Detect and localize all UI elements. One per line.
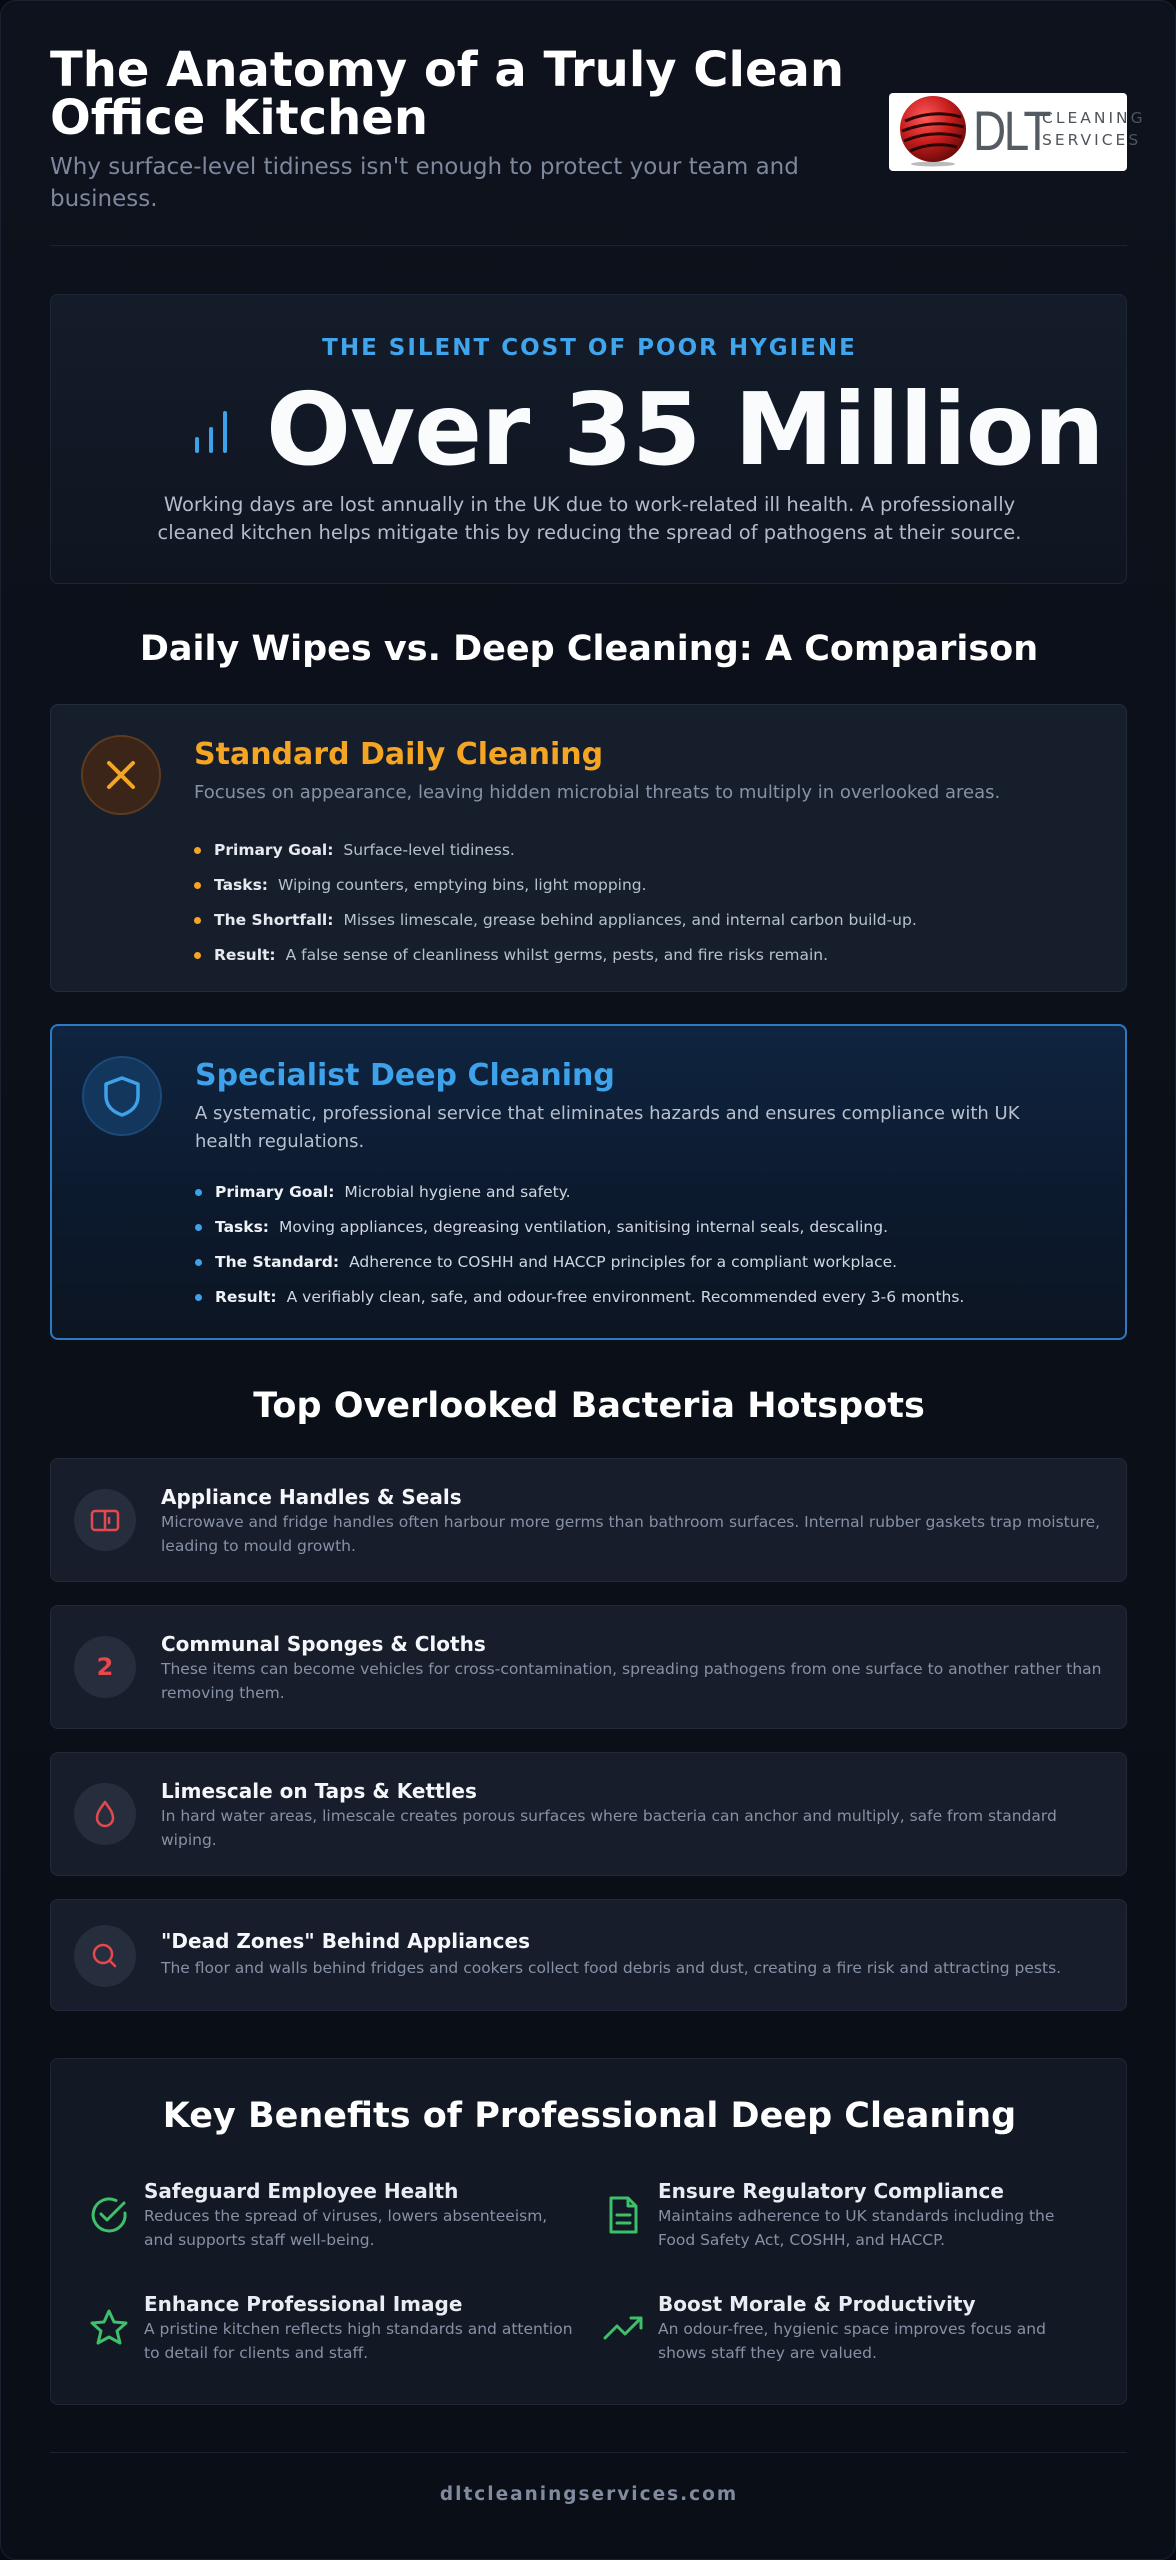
benefit-description: An odour-free, hygienic space improves focus and shows staff they are valued.: [658, 2320, 1046, 2362]
droplet-icon-badge: [74, 1783, 136, 1845]
benefit-title: Enhance Professional Image: [144, 2292, 463, 2316]
shield-icon-badge: [82, 1056, 162, 1136]
appliance-icon-badge: [74, 1489, 136, 1551]
benefit-description: Reduces the spread of viruses, lowers absenteeism, and supports staff well-being.: [144, 2207, 548, 2249]
logo-line-2: SERVICES: [1042, 131, 1142, 149]
number-two-icon-badge: [74, 1636, 136, 1698]
hotspot-card: [50, 1458, 1127, 1582]
benefits-heading: Key Benefits of Professional Deep Cleaning: [162, 2096, 1017, 2136]
star-icon: [87, 2306, 131, 2350]
number-two-icon: 2: [96, 1653, 114, 1681]
stat-description: Working days are lost annually in the UK due to work-related ill health. A professionally cleaned kitchen helps mitigate this by reducing the spread of pathogens at their source.: [157, 493, 1022, 544]
stat-kicker: THE SILENT COST OF POOR HYGIENE: [322, 335, 857, 361]
page-subtitle: Why surface-level tidiness isn't enough to protect your team and business.: [50, 154, 799, 212]
hotspot-title: "Dead Zones" Behind Appliances: [161, 1929, 530, 1953]
standard-bullet-list: [194, 839, 1114, 979]
appliance-icon: [74, 1489, 136, 1551]
standard-card-title: Standard Daily Cleaning: [194, 737, 604, 772]
deep-cleaning-card: [50, 1024, 1127, 1340]
list-item: Tasks: Wiping counters, emptying bins, light mopping.: [194, 874, 1114, 909]
stat-value: Over 35 Million: [266, 371, 1104, 488]
search-icon: [74, 1925, 136, 1987]
list-item: Result: A false sense of cleanliness whilst germs, pests, and fire risks remain.: [194, 944, 1114, 979]
benefit-title: Safeguard Employee Health: [144, 2179, 459, 2203]
hotspot-description: These items can become vehicles for cross-contamination, spreading pathogens from one surface to another rather than removing them.: [161, 1660, 1102, 1702]
footer-url[interactable]: dltcleaningservices.com: [439, 2484, 739, 2505]
document-icon: [601, 2193, 645, 2237]
standard-cleaning-card: [50, 704, 1127, 992]
list-item: Primary Goal: Surface-level tidiness.: [194, 839, 1114, 874]
hotspot-card: [50, 1605, 1127, 1729]
hotspots-heading: Top Overlooked Bacteria Hotspots: [253, 1386, 925, 1426]
hotspot-card: [50, 1899, 1127, 2011]
hotspot-title: Appliance Handles & Seals: [161, 1485, 462, 1509]
list-item: Tasks: Moving appliances, degreasing ventilation, sanitising internal seals, descaling.: [195, 1216, 1115, 1251]
bar-chart-icon: [191, 405, 231, 455]
company-logo: [889, 93, 1146, 171]
page-title: The Anatomy of a Truly Clean Office Kitchen: [50, 42, 845, 146]
benefit-description: Maintains adherence to UK standards including the Food Safety Act, COSHH, and HACCP.: [658, 2207, 1055, 2249]
list-item: Primary Goal: Microbial hygiene and safety.: [195, 1181, 1115, 1216]
stat-card: [50, 294, 1127, 584]
shield-icon: [84, 1058, 160, 1134]
hotspot-description: The floor and walls behind fridges and cookers collect food debris and dust, creating a fire risk and attracting pests.: [161, 1959, 1062, 1977]
deep-card-description: A systematic, professional service that eliminates hazards and ensures compliance with UK health regulations.: [195, 1103, 1020, 1152]
check-circle-icon: [87, 2193, 131, 2237]
list-item: Result: A verifiably clean, safe, and odour-free environment. Recommended every 3-6 months.: [195, 1286, 1115, 1321]
x-icon: [83, 737, 159, 813]
deep-card-title: Specialist Deep Cleaning: [195, 1058, 615, 1093]
comparison-heading: Daily Wipes vs. Deep Cleaning: A Comparison: [139, 629, 1039, 669]
logo-wordmark: DLT: [973, 99, 1049, 162]
logo-line-1: CLEANING: [1042, 109, 1146, 127]
footer-divider: [50, 2452, 1127, 2453]
x-icon-badge: [81, 735, 161, 815]
benefit-description: A pristine kitchen reflects high standards and attention to detail for clients and staff.: [144, 2320, 573, 2362]
list-item: The Shortfall: Misses limescale, grease behind appliances, and internal carbon build-up.: [194, 909, 1114, 944]
hotspot-card: [50, 1752, 1127, 1876]
droplet-icon: [74, 1783, 136, 1845]
header-divider: [50, 245, 1127, 246]
search-icon-badge: [74, 1925, 136, 1987]
hotspot-title: Communal Sponges & Cloths: [161, 1632, 486, 1656]
logo-sphere-icon: [899, 95, 967, 167]
benefit-title: Boost Morale & Productivity: [658, 2292, 976, 2316]
hotspot-description: In hard water areas, limescale creates porous surfaces where bacteria can anchor and multiply, safe from standard wiping.: [161, 1807, 1057, 1849]
hotspot-title: Limescale on Taps & Kettles: [161, 1779, 477, 1803]
deep-bullet-list: [195, 1181, 1115, 1321]
benefits-card: [50, 2058, 1127, 2405]
hotspot-description: Microwave and fridge handles often harbour more germs than bathroom surfaces. Internal rubber gaskets trap moisture, leading to mould growth.: [161, 1513, 1101, 1555]
standard-card-description: Focuses on appearance, leaving hidden microbial threats to multiply in overlooked areas.: [194, 782, 1001, 803]
trending-up-icon: [601, 2306, 645, 2350]
benefit-title: Ensure Regulatory Compliance: [658, 2179, 1004, 2203]
list-item: The Standard: Adherence to COSHH and HACCP principles for a compliant workplace.: [195, 1251, 1115, 1286]
